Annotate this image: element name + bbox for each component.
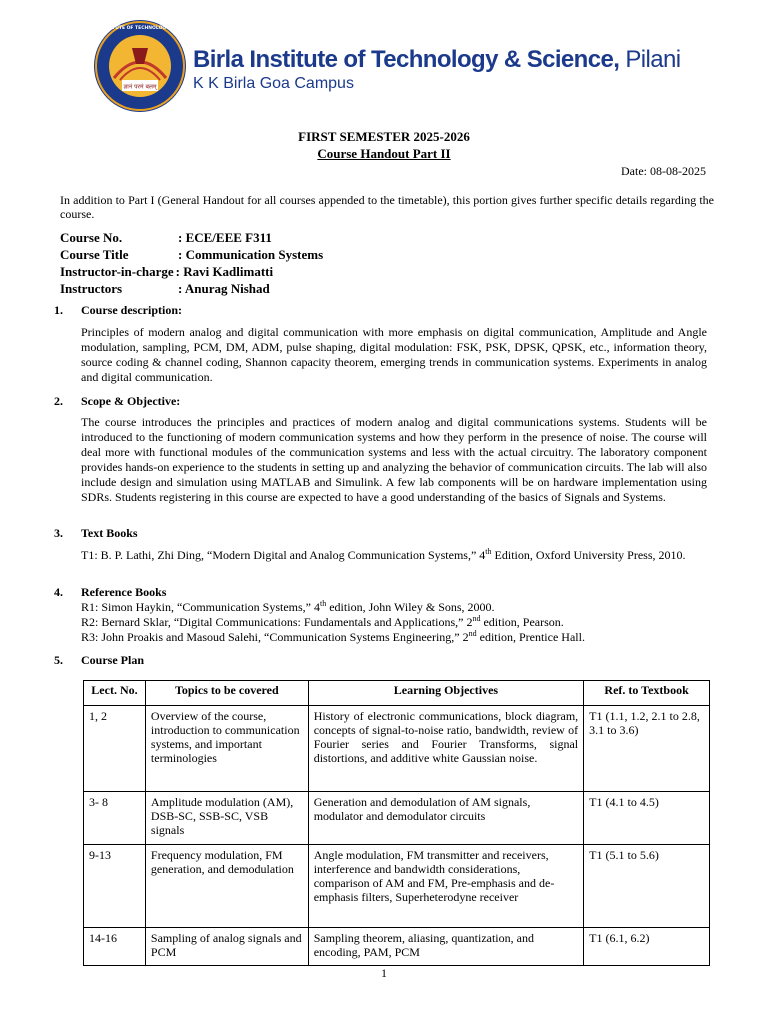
table-row: [84, 928, 710, 966]
institute-name: Birla Institute of Technology & Science, Pilani: [193, 46, 681, 73]
header-ref: Ref. to Textbook: [584, 681, 710, 706]
meta-course-title: Course Title : Communication Systems: [60, 247, 324, 262]
textbook-t1: T1: B. P. Lathi, Zhi Ding, “Modern Digital and Analog Communication Systems,” 4th Edition, Oxford University Press, 2010.: [81, 547, 686, 562]
table-row: [84, 792, 710, 845]
course-description-text: Principles of modern analog and digital communication with more emphasis on digital communication, Amplitude and Angle modulation, sampling, PCM, DM, ADM, pulse shaping, digital modulation: FSK, PSK, DPSK, QPSK, etc., information theory, source coding & channel coding, Shannon capacity theorem, emerging trends in communication systems. Experiments in analog and digital communication.: [81, 325, 707, 384]
handout-date: Date: 08-08-2025: [621, 164, 706, 178]
cell-lect: 3- 8: [84, 792, 146, 845]
course-meta: [60, 230, 323, 298]
cell-objective: Generation and demodulation of AM signals, modulator and demodulator circuits: [308, 792, 583, 845]
reference-r2: R2: Bernard Sklar, “Digital Communications: Fundamentals and Applications,” 2nd edition, Pearson.: [81, 614, 564, 629]
reference-r1: R1: Simon Haykin, “Communication Systems,” 4th edition, John Wiley & Sons, 2000.: [81, 599, 495, 614]
section-heading-course-plan: 5. Course Plan: [54, 653, 144, 667]
header-lect-no: Lect. No.: [84, 681, 146, 706]
semester-title: FIRST SEMESTER 2025-2026: [298, 129, 470, 144]
cell-objective: Angle modulation, FM transmitter and receivers, interference and bandwidth considerations, comparison of AM and FM, Pre-emphasis and de-emphasis filters, Superheterodyne receiver: [308, 845, 583, 928]
cell-topic: Sampling of analog signals and PCM: [145, 928, 308, 966]
cell-ref: T1 (1.1, 1.2, 2.1 to 2.8, 3.1 to 3.6): [584, 706, 710, 792]
reference-r3: R3: John Proakis and Masoud Salehi, “Communication Systems Engineering,” 2nd edition, Prentice Hall.: [81, 629, 585, 644]
section-heading-textbooks: 3. Text Books: [54, 526, 138, 540]
svg-text:BIRLA INSTITUTE OF TECHNOLOGY: BIRLA INSTITUTE OF TECHNOLOGY & SCIENCE: [82, 26, 198, 31]
cell-lect: 1, 2: [84, 706, 146, 792]
handout-title: Course Handout Part II: [317, 146, 451, 161]
bits-logo-icon: [82, 18, 198, 114]
reference-list: [81, 600, 585, 645]
header-topics: Topics to be covered: [145, 681, 308, 706]
section-heading-references: 4. Reference Books: [54, 585, 167, 599]
table-header-row: [84, 681, 710, 706]
cell-ref: T1 (5.1 to 5.6): [584, 845, 710, 928]
cell-lect: 14-16: [84, 928, 146, 966]
cell-lect: 9-13: [84, 845, 146, 928]
campus-name: K K Birla Goa Campus: [193, 75, 354, 92]
course-plan-table: [83, 680, 710, 966]
cell-objective: History of electronic communications, block diagram, concepts of signal-to-noise ratio, bandwidth, review of Fourier series and Fourier Transforms, signal distortions, and additive white Gaussian noise.: [308, 706, 583, 792]
scope-objective-text: The course introduces the principles and practices of modern analog and digital communications systems. Students will be introduced to the functioning of modern communication systems and how they perform in the presence of noise. The course will deal more with functional modules of the communication systems and less with the actual circuitry. The laboratory component provides hands-on experience to the students in setting up and analyzing the behavior of communication circuits. The lab will also include design and simulation using MATLAB and Simulink. A few lab components will be on hardware implementation using SDRs. Students registering in this course are expected to have a good understanding of the basics of Signals and Systems.: [81, 415, 707, 504]
cell-ref: T1 (6.1, 6.2): [584, 928, 710, 966]
section-heading-description: 1. Course description:: [54, 303, 182, 317]
meta-instructors: Instructors : Anurag Nishad: [60, 281, 270, 296]
table-row: [84, 845, 710, 928]
cell-objective: Sampling theorem, aliasing, quantization, and encoding, PAM, PCM: [308, 928, 583, 966]
meta-instructor-in-charge: Instructor-in-charge : Ravi Kadlimatti: [60, 264, 274, 279]
cell-ref: T1 (4.1 to 4.5): [584, 792, 710, 845]
svg-text:ज्ञानं परमं बलम्: ज्ञानं परमं बलम्: [123, 83, 157, 91]
page-number: 1: [381, 966, 387, 980]
cell-topic: Amplitude modulation (AM), DSB-SC, SSB-SC, VSB signals: [145, 792, 308, 845]
cell-topic: Frequency modulation, FM generation, and demodulation: [145, 845, 308, 928]
section-heading-scope: 2. Scope & Objective:: [54, 394, 181, 408]
letterhead: [82, 18, 712, 118]
meta-course-no: Course No. : ECE/EEE F311: [60, 230, 272, 245]
intro-paragraph: In addition to Part I (General Handout for all courses appended to the timetable), this portion gives further specific details regarding the course.: [60, 193, 714, 221]
cell-topic: Overview of the course, introduction to communication systems, and important terminologies: [145, 706, 308, 792]
header-objectives: Learning Objectives: [308, 681, 583, 706]
table-row: [84, 706, 710, 792]
